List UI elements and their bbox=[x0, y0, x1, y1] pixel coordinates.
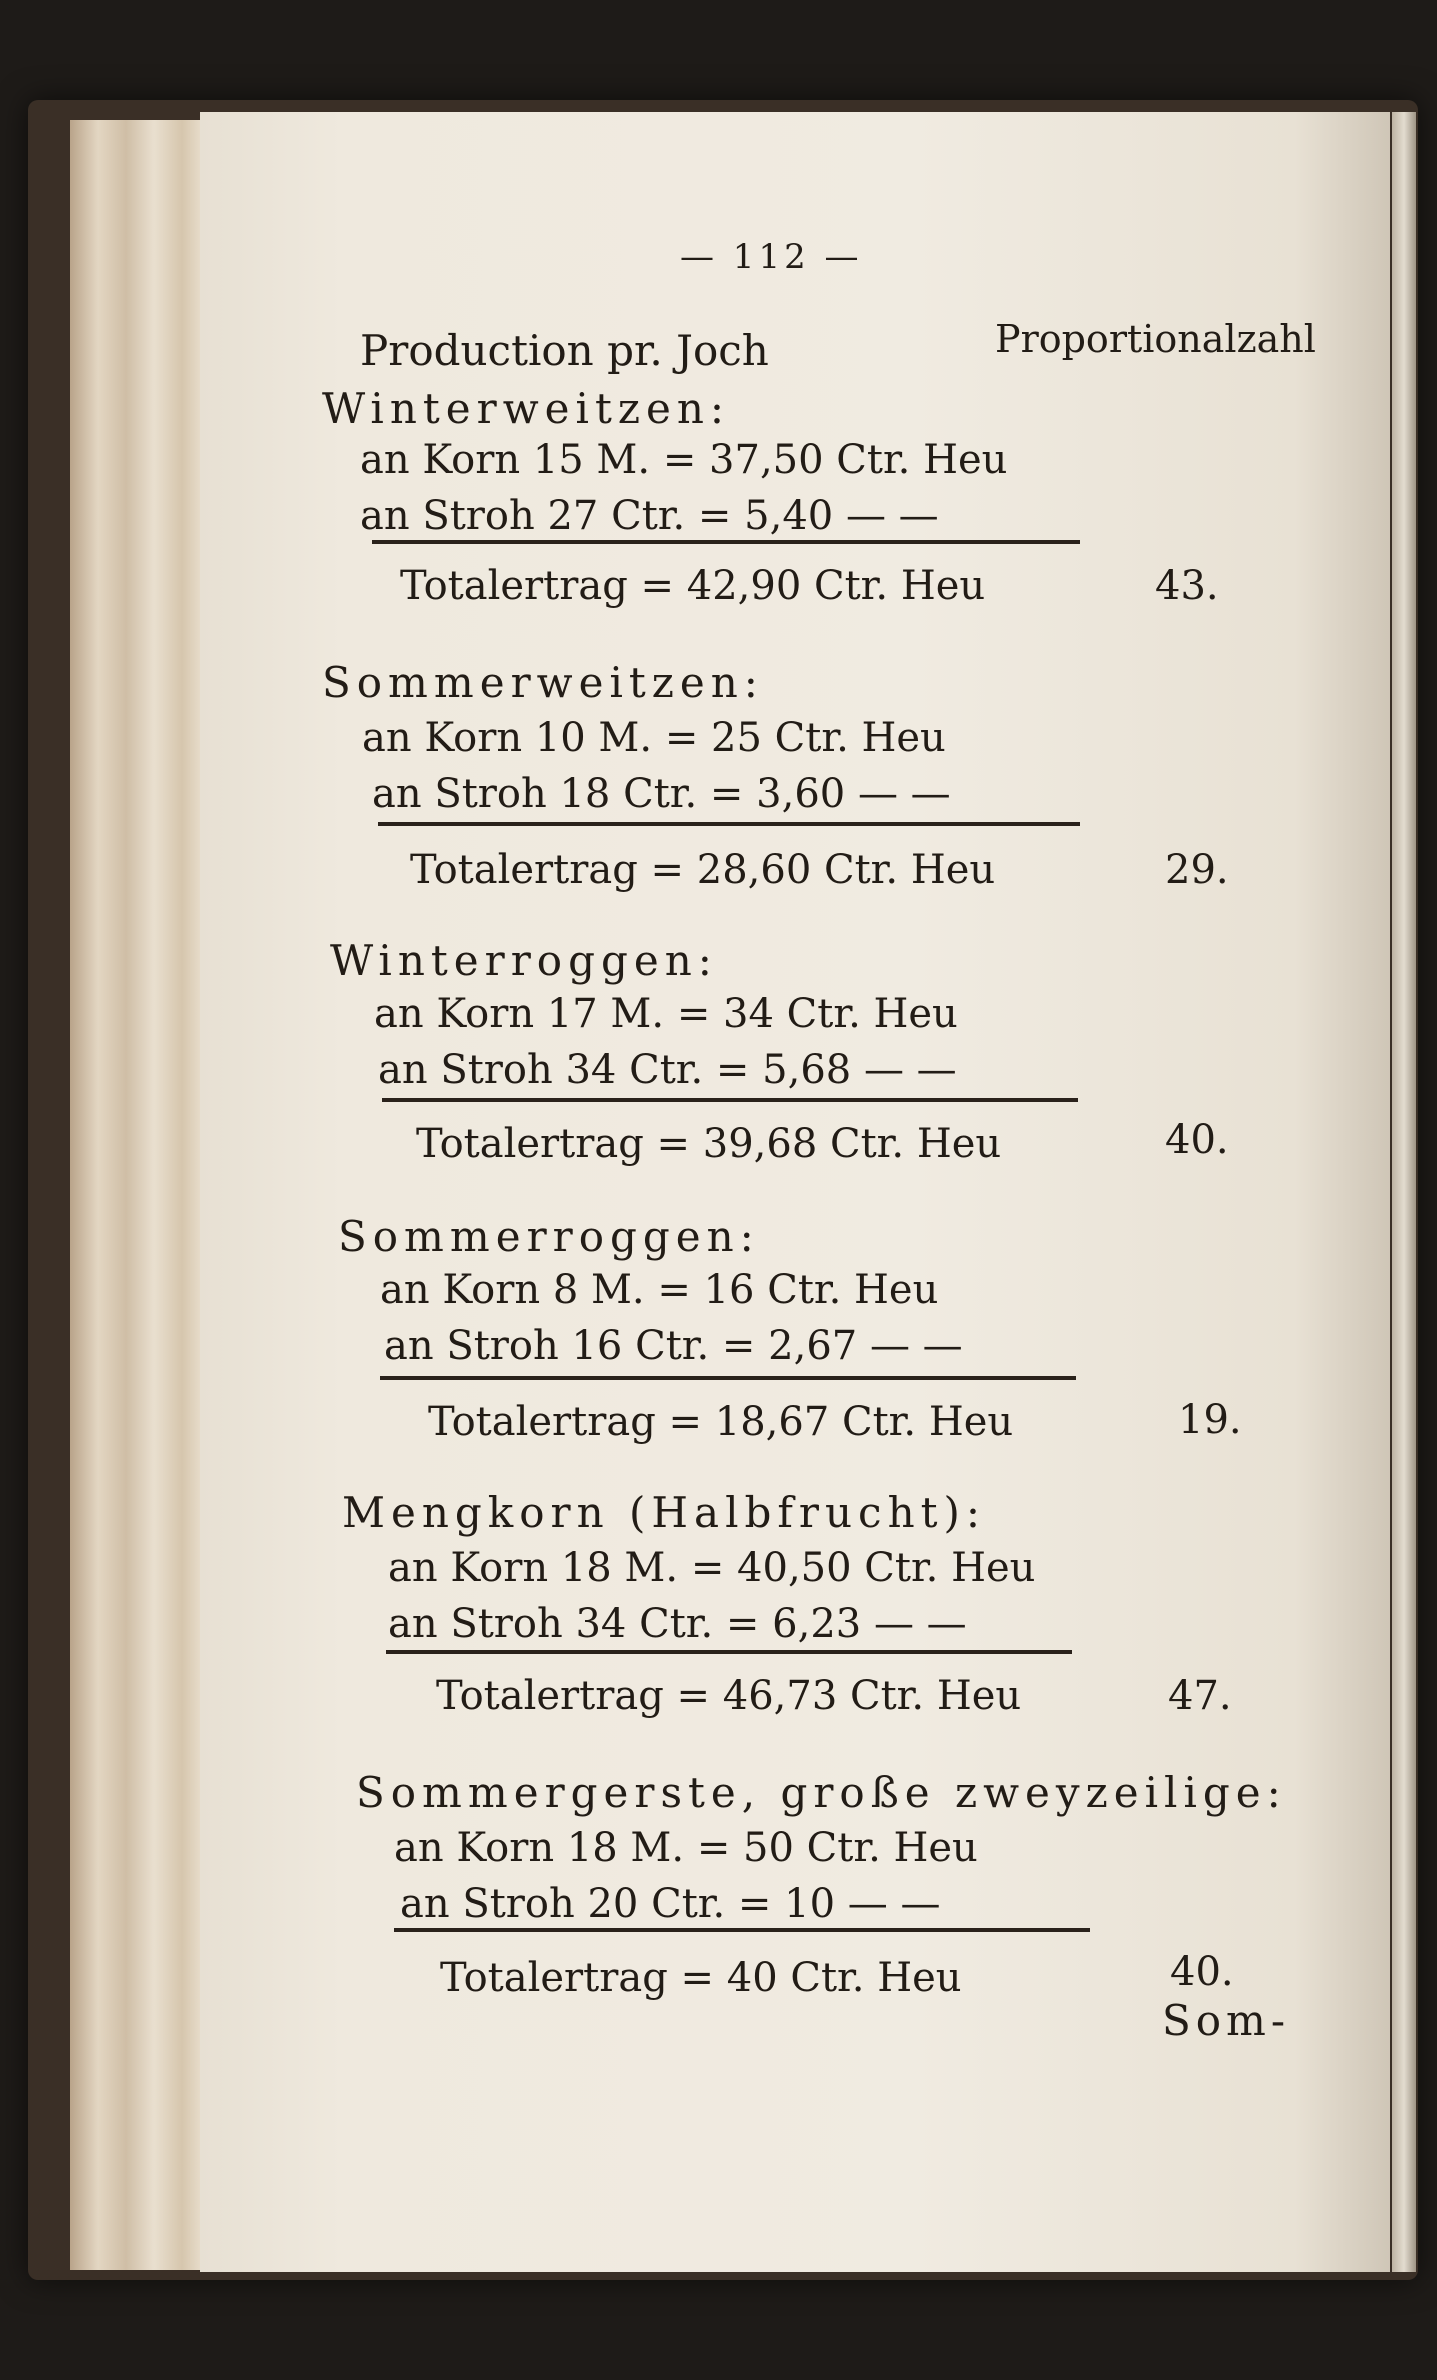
row-stroh: an Stroh 34 Ctr. = 6,23 — — bbox=[388, 1601, 967, 1647]
sum-rule bbox=[378, 822, 1080, 826]
row-total: Totalertrag = 46,73 Ctr. Heu bbox=[436, 1673, 1022, 1719]
section-title: Mengkorn (Halbfrucht): bbox=[342, 1488, 987, 1537]
row-korn: an Korn 8 M. = 16 Ctr. Heu bbox=[380, 1267, 939, 1313]
page-gutter bbox=[1392, 112, 1416, 2272]
header-proportionalzahl: Proportionalzahl bbox=[995, 317, 1316, 361]
sum-rule bbox=[382, 1098, 1078, 1102]
section-title: Sommergerste, große zweyzeilige: bbox=[356, 1768, 1287, 1817]
row-korn: an Korn 17 M. = 34 Ctr. Heu bbox=[374, 991, 958, 1037]
row-total: Totalertrag = 40 Ctr. Heu bbox=[440, 1955, 962, 2001]
page-edges bbox=[70, 120, 210, 2270]
proportional-value: 43. bbox=[1155, 563, 1219, 609]
page-number: — 112 — bbox=[680, 237, 863, 277]
row-total: Totalertrag = 42,90 Ctr. Heu bbox=[400, 563, 986, 609]
row-stroh: an Stroh 20 Ctr. = 10 — — bbox=[400, 1881, 941, 1927]
sum-rule bbox=[394, 1928, 1090, 1932]
row-korn: an Korn 18 M. = 40,50 Ctr. Heu bbox=[388, 1545, 1036, 1591]
proportional-value: 29. bbox=[1165, 847, 1229, 893]
row-korn: an Korn 18 M. = 50 Ctr. Heu bbox=[394, 1825, 978, 1871]
proportional-value: 40. bbox=[1165, 1117, 1229, 1163]
row-total: Totalertrag = 39,68 Ctr. Heu bbox=[416, 1121, 1002, 1167]
row-korn: an Korn 15 M. = 37,50 Ctr. Heu bbox=[360, 437, 1008, 483]
section-title: Sommerroggen: bbox=[338, 1212, 760, 1261]
row-total: Totalertrag = 18,67 Ctr. Heu bbox=[428, 1399, 1014, 1445]
row-stroh: an Stroh 16 Ctr. = 2,67 — — bbox=[384, 1323, 963, 1369]
row-korn: an Korn 10 M. = 25 Ctr. Heu bbox=[362, 715, 946, 761]
header-production: Production pr. Joch bbox=[360, 326, 769, 375]
section-title: Sommerweitzen: bbox=[322, 658, 764, 707]
row-stroh: an Stroh 27 Ctr. = 5,40 — — bbox=[360, 493, 939, 539]
sum-rule bbox=[386, 1650, 1072, 1654]
proportional-value: 40. bbox=[1170, 1949, 1234, 1995]
proportional-value: 47. bbox=[1168, 1673, 1232, 1719]
catchword: Som- bbox=[1162, 1996, 1291, 2045]
book-page bbox=[200, 112, 1390, 2272]
proportional-value: 19. bbox=[1178, 1397, 1242, 1443]
sum-rule bbox=[380, 1376, 1076, 1380]
row-stroh: an Stroh 34 Ctr. = 5,68 — — bbox=[378, 1047, 957, 1093]
row-stroh: an Stroh 18 Ctr. = 3,60 — — bbox=[372, 771, 951, 817]
sum-rule bbox=[372, 540, 1080, 544]
section-title: Winterweitzen: bbox=[322, 384, 731, 433]
row-total: Totalertrag = 28,60 Ctr. Heu bbox=[410, 847, 996, 893]
section-title: Winterroggen: bbox=[330, 936, 718, 985]
